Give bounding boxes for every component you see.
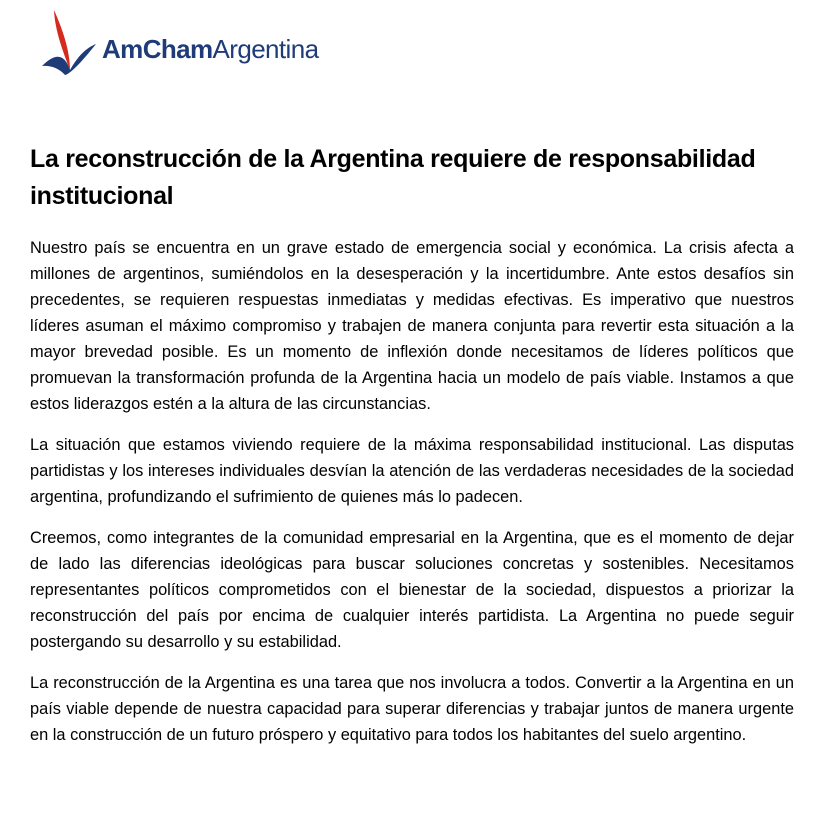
paragraph: La reconstrucción de la Argentina es una tarea que nos involucra a todos. Convertir a la Argentina en un país viable depende de nuestra capacidad para superar diferencias y trabajar juntos de manera urgente en la construcción de un futuro próspero y equitativo para todos los habitantes del suelo argentino. xyxy=(30,674,794,744)
sail-logo-icon xyxy=(40,8,98,78)
document-title: La reconstrucción de la Argentina requiere de responsabilidad institucional xyxy=(30,145,756,210)
paragraph: Nuestro país se encuentra en un grave estado de emergencia social y económica. La crisis afecta a millones de argentinos, sumiéndolos en la desesperación y la incertidumbre. Ante estos desafíos sin precedentes, se requieren respuestas inmediatas y medidas efectivas. Es imperativo que nuestros líderes asuman el máximo compromiso y trabajen de manera conjunta para revertir esta situación a la mayor brevedad posible. Es un momento de inflexión donde necesitamos de líderes políticos que promuevan la transformación profunda de la Argentina hacia un modelo de país viable. Instamos a que estos liderazgos estén a la altura de las circunstancias. xyxy=(30,239,794,413)
amcham-logo xyxy=(40,8,318,78)
paragraph: Creemos, como integrantes de la comunidad empresarial en la Argentina, que es el momento de dejar de lado las diferencias ideológicas para buscar soluciones concretas y sostenibles. Necesitamos representantes políticos comprometidos con el bienestar de la sociedad, dispuestos a priorizar la reconstrucción del país por encima de cualquier interés partidista. La Argentina no puede seguir postergando su desarrollo y su estabilidad. xyxy=(30,529,794,651)
logo-brand-text: AmCham xyxy=(102,34,213,64)
logo-wordmark xyxy=(102,34,318,65)
paragraph: La situación que estamos viviendo requiere de la máxima responsabilidad institucional. Las disputas partidistas y los intereses individuales desvían la atención de las verdaderas necesidades de la sociedad argentina, profundizando el sufrimiento de quienes más lo padecen. xyxy=(30,436,794,506)
document-body xyxy=(30,235,794,763)
logo-country-text: Argentina xyxy=(212,34,319,64)
